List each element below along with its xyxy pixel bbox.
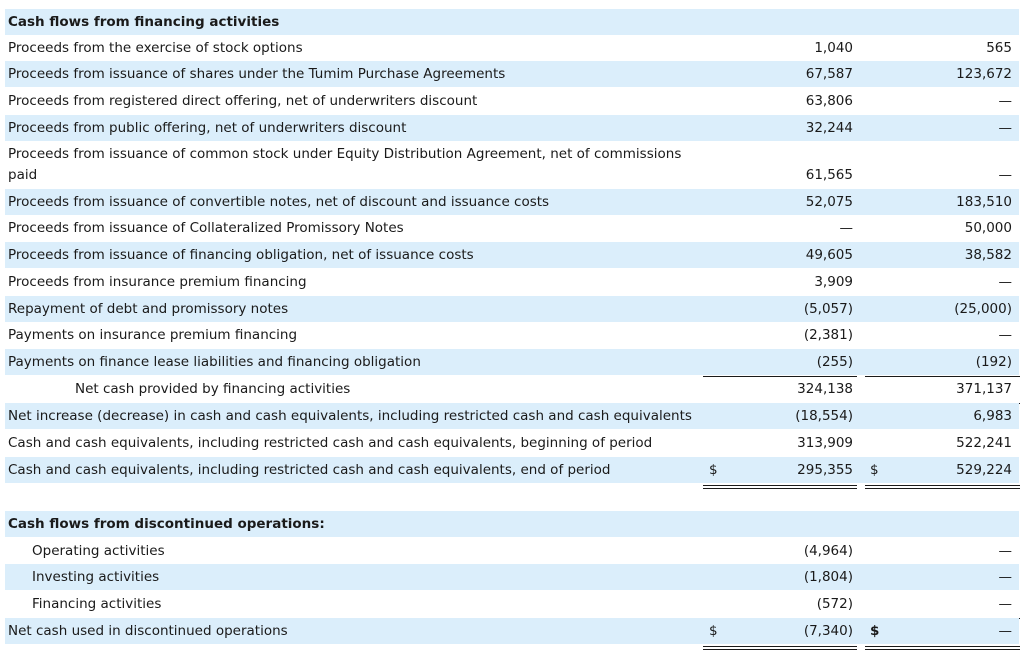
value-current: (2,381) [803,327,853,343]
row-label: Proceeds from issuance of convertible notes, net of discount and issuance costs [8,194,550,210]
row-label: Proceeds from registered direct offering, net of underwriters discount [8,93,478,109]
table-row [5,538,1019,564]
value-current: (1,804) [803,569,853,585]
value-current: (18,554) [795,408,853,424]
row-label: Net cash used in discontinued operations [8,623,288,639]
row-label: Investing activities [32,569,160,585]
value-prior: 38,582 [964,247,1012,263]
total-double-rule [703,485,857,489]
financing-section-title: Cash flows from financing activities [8,14,280,30]
row-label: Cash and cash equivalents, including restricted cash and cash equivalents, beginning of period [8,435,653,451]
table-row [5,35,1019,61]
value-prior: 6,983 [973,408,1012,424]
table-row [5,269,1019,295]
row-label: Proceeds from the exercise of stock options [8,40,303,56]
value-current: 67,587 [805,66,853,82]
value-prior: — [998,569,1012,585]
discontinued-total-row [5,618,1019,644]
table-row [5,403,1019,429]
value-prior: 123,672 [956,66,1012,82]
table-row [5,564,1019,590]
value-prior: 50,000 [964,220,1012,236]
value-prior: 529,224 [956,462,1012,478]
table-row [5,296,1019,322]
row-label: Proceeds from public offering, net of underwriters discount [8,120,407,136]
discontinued-header-row [5,511,1019,537]
row-label: Proceeds from insurance premium financing [8,274,307,290]
value-current: 52,075 [805,194,853,210]
currency-symbol: $ [709,462,718,478]
value-prior: — [998,93,1012,109]
table-row [5,591,1019,617]
value-current: 3,909 [814,274,853,290]
row-label: Net increase (decrease) in cash and cash equivalents, including restricted cash and cash equivalents [8,408,692,424]
table-row [5,322,1019,348]
row-label: Cash and cash equivalents, including restricted cash and cash equivalents, end of period [8,462,611,478]
table-row [5,349,1019,375]
value-current: 49,605 [805,247,853,263]
table-row [5,430,1019,456]
table-row [5,88,1019,114]
currency-symbol: $ [870,623,880,639]
table-row [5,141,1019,189]
table-row [5,189,1019,215]
value-current: (4,964) [803,543,853,559]
value-current: (5,057) [803,301,853,317]
value-prior: — [998,596,1012,612]
value-prior: — [998,327,1012,343]
value-current: (7,340) [803,623,853,639]
row-label: Net cash provided by financing activities [75,381,351,397]
value-prior: 522,241 [956,435,1012,451]
value-prior: — [998,274,1012,290]
total-double-rule [703,646,857,650]
row-label: Proceeds from issuance of shares under the Tumim Purchase Agreements [8,66,506,82]
currency-symbol: $ [709,623,718,639]
value-prior: (25,000) [954,301,1012,317]
value-prior: — [998,120,1012,136]
value-current: 313,909 [797,435,853,451]
row-label: Payments on insurance premium financing [8,327,298,343]
currency-symbol: $ [870,462,879,478]
value-prior: — [998,623,1012,639]
value-prior: 565 [986,40,1012,56]
row-label: Operating activities [32,543,165,559]
row-label: Proceeds from issuance of Collateralized Promissory Notes [8,220,404,236]
row-label: Repayment of debt and promissory notes [8,301,289,317]
discontinued-section-title: Cash flows from discontinued operations: [8,516,325,532]
table-row [5,242,1019,268]
row-label: Proceeds from issuance of common stock under Equity Distribution Agreement, net of commissions paid [8,146,682,183]
row-label: Financing activities [32,596,162,612]
financing-total-row [5,376,1019,402]
value-current: — [839,220,853,236]
total-double-rule [865,646,1020,650]
value-current: 61,565 [805,167,853,183]
total-double-rule [865,485,1020,489]
row-label: Payments on finance lease liabilities and financing obligation [8,354,421,370]
value-prior: — [998,543,1012,559]
value-current: 63,806 [805,93,853,109]
value-prior: — [998,167,1012,183]
value-prior: 371,137 [956,381,1012,397]
row-label: Proceeds from issuance of financing obligation, net of issuance costs [8,247,474,263]
table-row [5,115,1019,141]
value-current: 295,355 [797,462,853,478]
table-row [5,61,1019,87]
financing-header-row [5,9,1019,35]
value-current: 1,040 [814,40,853,56]
table-row [5,215,1019,241]
value-prior: (192) [975,354,1012,370]
table-row [5,457,1019,483]
value-prior: 183,510 [956,194,1012,210]
value-current: (572) [816,596,853,612]
value-current: 324,138 [797,381,853,397]
value-current: (255) [816,354,853,370]
value-current: 32,244 [805,120,853,136]
